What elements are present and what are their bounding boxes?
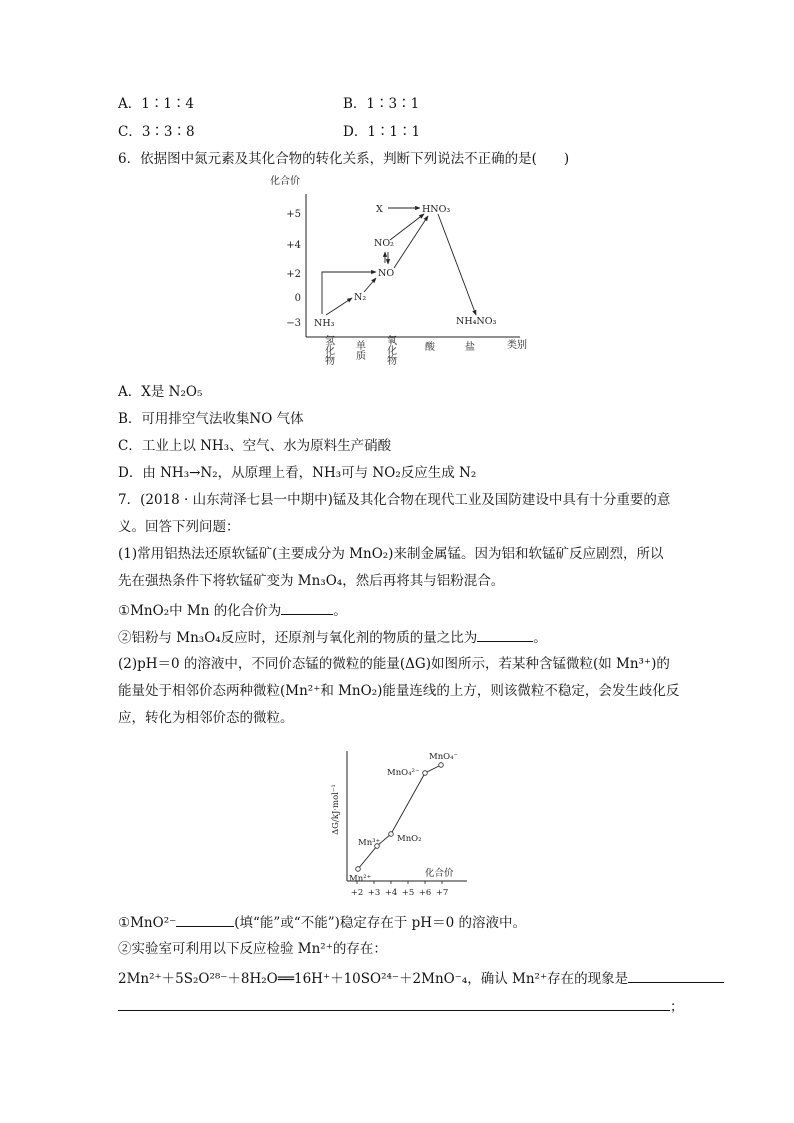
q7-part1-line2: 先在强热条件下将软锰矿变为 Mn₃O₄，然后再将其与铝粉混合。 [118, 573, 505, 589]
x-tick-plus7: +7 [435, 888, 449, 898]
x-cat-acid: 酸 [425, 342, 435, 353]
q7-part1-question-a-text: ①MnO₂中 Mn 的化合价为 [118, 603, 282, 619]
x-axis-title: 化合价 [425, 868, 454, 879]
q7-part2-line2: 能量处于相邻价态两种微粒(Mn²⁺和 MnO₂)能量连线的上方，则该微粒不稳定，会发生歧化反 [118, 683, 680, 699]
q5-option-c: C．3∶3∶8 [118, 124, 195, 140]
species-hno3: HNO₃ [422, 204, 451, 215]
q7-part1-question-a [118, 600, 347, 620]
q7-stem-line1: 7．(2018 · 山东菏泽七县一中期中)锰及其化合物在现代工业及国防建设中具有十分重要的意 [118, 492, 671, 508]
species-x: X [376, 204, 383, 215]
species-no2: NO₂ [374, 238, 394, 249]
q7-part1-question-a-end: 。 [333, 603, 347, 619]
point-mno4 [439, 763, 444, 768]
x-cat-element: 单质 [353, 340, 365, 360]
q7-part2-question-a-post: (填“能”或“不能”)稳定存在于 pH＝0 的溶液中。 [234, 915, 526, 931]
y-tick-zero: 0 [294, 293, 301, 304]
answer-blank-2a[interactable] [176, 912, 234, 927]
q7-reaction: 2Mn²⁺＋5S₂O²⁸⁻＋8H₂O══16H⁺＋10SO²⁴⁻＋2MnO⁻₄，确认 Mn²⁺存在的现象是 [118, 971, 629, 987]
species-nh3: NH₃ [314, 318, 335, 329]
q7-part1-question-b [118, 627, 547, 647]
q5-option-b: B．1∶3∶1 [343, 96, 420, 112]
x-tick-plus3: +3 [367, 888, 381, 898]
q5-option-a: A．1∶1∶4 [118, 96, 195, 112]
q7-part1-line1: (1)常用铝热法还原软锰矿(主要成分为 MnO₂)来制金属锰。因为铝和软锰矿反应剧烈，所以 [118, 546, 664, 562]
q6-option-b: B．可用排空气法收集NO 气体 [118, 411, 304, 427]
q7-part1-question-b-end: 。 [533, 630, 547, 646]
manganese-energy-diagram [325, 745, 475, 900]
point-mno2 [389, 832, 394, 837]
point-mno4-2 [423, 771, 428, 776]
q6-stem: 6．依据图中氮元素及其化合物的转化关系，判断下列说法不正确的是( ) [118, 151, 570, 167]
label-mno2: MnO₂ [397, 834, 422, 844]
y-tick-plus5: +5 [286, 209, 301, 220]
q5-option-d: D．1∶1∶1 [343, 124, 421, 140]
q7-part2-line1: (2)pH＝0 的溶液中，不同价态锰的微粒的能量(ΔG)如图所示，若某种含锰微粒(如 Mn³⁺)的 [118, 656, 670, 672]
y-axis-title: ΔG/kJ·mol⁻¹ [331, 784, 341, 835]
x-tick-plus4: +4 [384, 888, 398, 898]
x-cat-salt: 盐 [465, 342, 475, 353]
y-axis-title: 化合价 [270, 176, 300, 187]
x-tick-plus6: +6 [418, 888, 432, 898]
label-mno4-2: MnO₄²⁻ [387, 768, 420, 778]
x-tick-plus2: +2 [350, 888, 364, 898]
x-cat-oxide: 氧化物 [384, 335, 396, 365]
x-tick-plus5: +5 [401, 888, 415, 898]
species-no: NO [378, 268, 395, 279]
q7-stem-line2: 义。回答下列问题： [118, 519, 240, 535]
answer-blank-1b[interactable] [477, 627, 533, 642]
q7-part2-question-a-pre: ①MnO²⁻ [118, 915, 177, 931]
species-nh4no3: NH₄NO₃ [456, 316, 497, 327]
answer-blank-2b[interactable] [628, 968, 724, 983]
q7-part2-question-b: ②实验室可利用以下反应检验 Mn²⁺的存在： [118, 941, 387, 957]
answer-blank-2b-continued[interactable] [118, 996, 670, 1011]
q6-option-a: A．X是 N₂O₅ [118, 384, 203, 400]
label-mn3: Mn³⁺ [358, 838, 381, 848]
q7-reaction-line [118, 968, 724, 988]
species-n2: N₂ [354, 292, 367, 303]
y-tick-minus3: −3 [286, 318, 301, 329]
label-mno4: MnO₄⁻ [429, 752, 459, 762]
q7-part2-line3: 应，转化为相邻价态的微粒。 [118, 710, 294, 726]
q7-answer-line-2 [118, 996, 684, 1016]
y-tick-plus4: +4 [286, 240, 301, 251]
answer-blank-1a[interactable] [281, 600, 333, 615]
nitrogen-conversion-diagram [270, 172, 540, 377]
q6-option-c: C．工业上以 NH₃、空气、水为原料生产硝酸 [118, 438, 392, 454]
y-tick-plus2: +2 [286, 269, 301, 280]
point-mn2 [356, 867, 361, 872]
q7-part1-question-b-text: ②铝粉与 Mn₃O₄反应时，还原剂与氧化剂的物质的量之比为 [118, 630, 478, 646]
x-cat-hydride: 氢化物 [322, 335, 334, 365]
x-category-label: 类别 [507, 340, 527, 351]
end-mark: ； [670, 999, 684, 1015]
q6-option-d: D．由 NH₃→N₂，从原理上看，NH₃可与 NO₂反应生成 N₂ [118, 465, 477, 481]
label-mn2: Mn²⁺ [349, 874, 372, 884]
q7-part2-question-a [118, 912, 526, 932]
